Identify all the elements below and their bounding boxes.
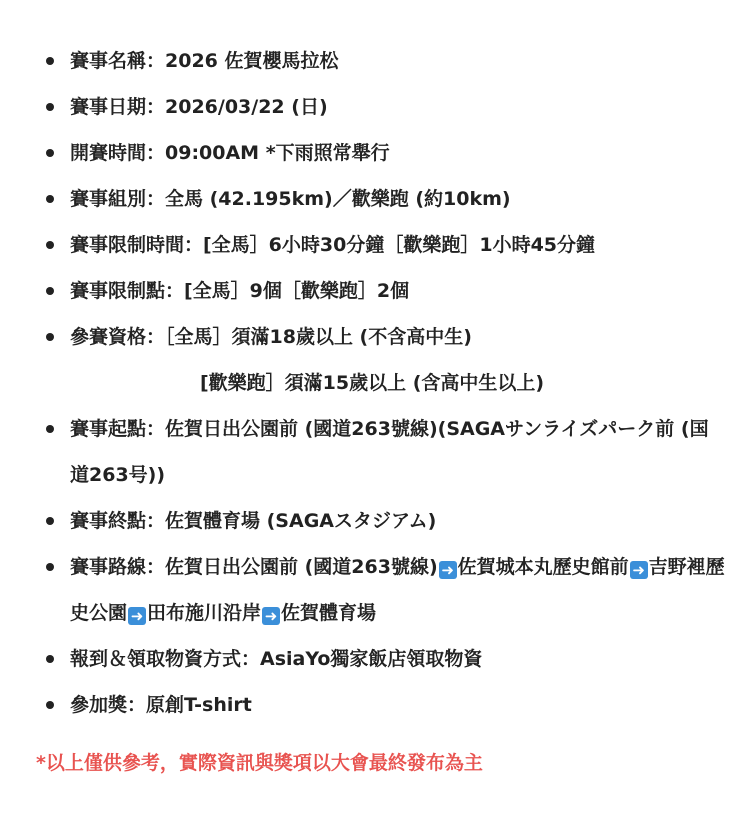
bullet-icon: [46, 195, 54, 203]
bullet-icon: [46, 655, 54, 663]
list-item-checkpoints: [40, 268, 726, 314]
eligibility-line-2: [歡樂跑］須滿15歲以上 (含高中生以上): [200, 372, 545, 394]
list-item-time-limit: [40, 222, 726, 268]
route-segment-2: 佐賀城本丸歷史館前: [457, 556, 629, 578]
disclaimer-footnote: *以上僅供參考，實際資訊與獎項以大會最終發布為主: [36, 752, 483, 774]
bullet-icon: [46, 425, 54, 433]
start-point-text: 賽事起點：佐賀日出公園前 (國道263號線)(SAGAサンライズパーク前 (国道263号)): [70, 418, 709, 486]
start-time-text: 開賽時間：09:00AM *下雨照常舉行: [70, 142, 390, 164]
time-limit-text: 賽事限制時間：[全馬］6小時30分鐘［歡樂跑］1小時45分鐘: [70, 234, 596, 256]
bullet-icon: [46, 517, 54, 525]
reward-text: 參加獎：原創T-shirt: [70, 694, 252, 716]
list-item-event-name: [40, 38, 726, 84]
bullet-icon: [46, 563, 54, 571]
bullet-icon: [46, 287, 54, 295]
route-segment-5: 佐賀體育場: [281, 602, 377, 624]
route-segment-1: 賽事路線：佐賀日出公園前 (國道263號線): [70, 556, 438, 578]
route-segment-3: 吉野裡歷史公園: [70, 556, 725, 624]
categories-text: 賽事組別：全馬 (42.195km)／歡樂跑 (約10km): [70, 188, 511, 210]
list-item-eligibility: [40, 314, 726, 406]
list-item-start-point: [40, 406, 726, 498]
right-arrow-icon: ➜: [439, 561, 457, 579]
finish-point-text: 賽事終點：佐賀體育場 (SAGAスタジアム): [70, 510, 437, 532]
event-date-text: 賽事日期：2026/03/22 (日): [70, 96, 328, 118]
registration-text: 報到＆領取物資方式：AsiaYo獨家飯店領取物資: [70, 648, 483, 670]
right-arrow-icon: ➜: [262, 607, 280, 625]
list-item-route: [40, 544, 726, 636]
right-arrow-icon: ➜: [630, 561, 648, 579]
list-item-registration: [40, 636, 726, 682]
route-segment-4: 田布施川沿岸: [147, 602, 262, 624]
list-item-finish-point: [40, 498, 726, 544]
list-item-reward: [40, 682, 726, 728]
bullet-icon: [46, 149, 54, 157]
bullet-icon: [46, 57, 54, 65]
bullet-icon: [46, 103, 54, 111]
right-arrow-icon: ➜: [128, 607, 146, 625]
event-name-text: 賽事名稱：2026 佐賀櫻馬拉松: [70, 50, 339, 72]
list-item-categories: [40, 176, 726, 222]
bullet-icon: [46, 701, 54, 709]
list-item-event-date: [40, 84, 726, 130]
bullet-icon: [46, 333, 54, 341]
checkpoints-text: 賽事限制點：[全馬］9個［歡樂跑］2個: [70, 280, 410, 302]
list-item-start-time: [40, 130, 726, 176]
bullet-icon: [46, 241, 54, 249]
eligibility-line-1: 參賽資格：［全馬］須滿18歲以上 (不含高中生): [70, 326, 472, 348]
event-info-list: [40, 38, 726, 728]
